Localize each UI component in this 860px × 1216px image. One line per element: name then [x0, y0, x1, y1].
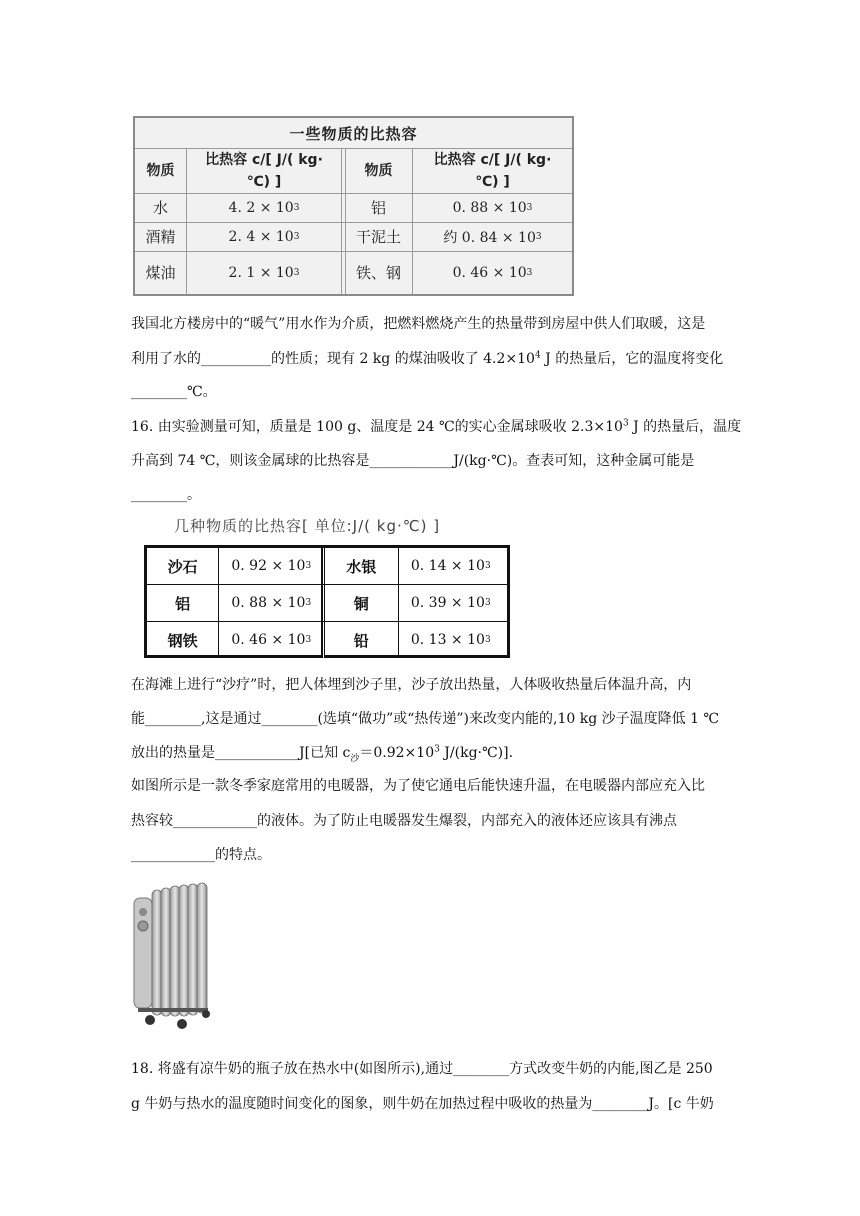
answer-blank[interactable]: ____________ — [173, 813, 257, 829]
paragraph-line: 利用了水的__________的性质；现有 2 kg 的煤油吸收了 $4.2\times 10^4$ J 的热量后，它的温度将变化 — [131, 350, 724, 367]
paragraph-line: g 牛奶与热水的温度随时间变化的图象，则牛奶在加热过程中吸收的热量为________J。[c 牛奶 — [131, 1096, 714, 1112]
table-cell: 干泥土 — [355, 228, 401, 246]
answer-blank[interactable]: ________ — [261, 711, 318, 727]
table-caption: 几种物质的比热容[ 单位:J/( kg·℃) ] — [174, 517, 441, 535]
table-row — [147, 622, 507, 658]
oil-heater-image — [128, 880, 214, 1030]
table-cell: 铝 — [147, 585, 219, 621]
answer-blank[interactable]: ____________ — [215, 745, 299, 761]
table-row — [147, 585, 507, 621]
table-cell: 0. 88 × 10 3 — [452, 199, 533, 216]
header-capacity-line1: 比热容 c/[ J/( kg· — [205, 151, 323, 168]
answer-blank[interactable]: __________ — [201, 351, 271, 367]
table-cell: 沙石 — [147, 548, 219, 584]
table-cell: 铜 — [325, 585, 399, 621]
answer-blank[interactable]: ________ — [453, 1061, 510, 1077]
table-cell: 钢铁 — [147, 622, 219, 658]
paragraph-line: 放出的热量是____________J[已知 $c_沙=0.92\times 10^3$ J/(kg·℃)]. — [131, 744, 514, 764]
paragraph-line: 16. 由实验测量可知，质量是 100 g、温度是 24 ℃的实心金属球吸收 $2.3\times 10^3$ J 的热量后，温度 — [131, 418, 742, 435]
paragraph-line: 如图所示是一款冬季家庭常用的电暖器，为了使它通电后能快速升温，在电暖器内部应充入比 — [131, 778, 705, 794]
table-cell: 0. 14 × 10 3 — [410, 558, 491, 574]
header-capacity-2 — [413, 148, 572, 193]
table-cell: 2. 4 × 10 3 — [228, 228, 300, 245]
table-cell: 酒精 — [145, 228, 176, 246]
paragraph-line: 在海滩上进行“沙疗”时，把人体埋到沙子里，沙子放出热量，人体吸收热量后体温升高，内 — [131, 677, 692, 693]
table-cell: 2. 1 × 10 3 — [228, 264, 300, 281]
header-substance: 物质 — [146, 162, 175, 179]
table-cell: 铅 — [325, 622, 399, 658]
table-title: 一些物质的比热容 — [289, 125, 418, 143]
table-cell: 水银 — [325, 548, 399, 584]
header-substance-2: 物质 — [364, 162, 393, 179]
answer-blank[interactable]: ________ — [592, 1096, 649, 1112]
answer-blank[interactable]: ________ — [131, 384, 187, 400]
answer-blank[interactable]: ____________ — [369, 453, 454, 469]
paragraph-line: 升高到 74 ℃，则该金属球的比热容是____________J/(kg·℃)。查表可知，这种金属可能是 — [131, 453, 695, 469]
table-cell: 0. 88 × 10 3 — [219, 585, 321, 621]
table-cell: 水 — [152, 199, 168, 217]
table-row — [147, 548, 507, 584]
table-cell: 煤油 — [145, 264, 176, 282]
table-cell: 0. 13 × 10 3 — [410, 632, 491, 648]
answer-blank[interactable]: ________ — [131, 487, 187, 503]
table-cell: 铝 — [370, 199, 386, 217]
paragraph-line: ____________的特点。 — [131, 847, 271, 863]
header-capacity-line1: 比热容 c/[ J/( kg· — [433, 151, 552, 168]
header-capacity-line2: ℃) ] — [475, 173, 510, 190]
specific-heat-table — [133, 116, 574, 296]
paragraph-line: 18. 将盛有凉牛奶的瓶子放在热水中(如图所示),通过________方式改变牛奶的内能,图乙是 250 — [131, 1061, 713, 1077]
paragraph-line: ________℃。 — [131, 384, 217, 400]
table-cell: 4. 2 × 10 3 — [228, 199, 300, 216]
header-capacity — [187, 148, 341, 193]
paragraph-line: 我国北方楼房中的“暖气”用水作为介质，把燃料燃烧产生的热量带到房屋中供人们取暖，这是 — [131, 316, 706, 332]
table-cell: 0. 46 × 10 3 — [219, 622, 321, 658]
header-capacity-line2: ℃) ] — [246, 173, 282, 190]
paragraph-line: 能________,这是通过________(选填“做功”或“热传递”)来改变内能的,10 kg 沙子温度降低 1 ℃ — [131, 711, 720, 727]
paragraph-line: ________。 — [131, 487, 201, 503]
table-cell: 0. 39 × 10 3 — [410, 595, 491, 611]
table-cell: 0. 46 × 10 3 — [452, 264, 533, 281]
paragraph-line: 热容较____________的液体。为了防止电暖器发生爆裂，内部充入的液体还应该具有沸点 — [131, 813, 677, 829]
answer-blank[interactable]: ________ — [145, 711, 201, 727]
specific-heat-table-2 — [144, 545, 510, 658]
answer-blank[interactable]: ____________ — [131, 847, 215, 863]
table-cell: 约 0. 84 × 10 3 — [443, 229, 542, 246]
table-cell: 0. 92 × 10 3 — [219, 548, 321, 584]
table-cell: 铁、钢 — [355, 264, 401, 282]
